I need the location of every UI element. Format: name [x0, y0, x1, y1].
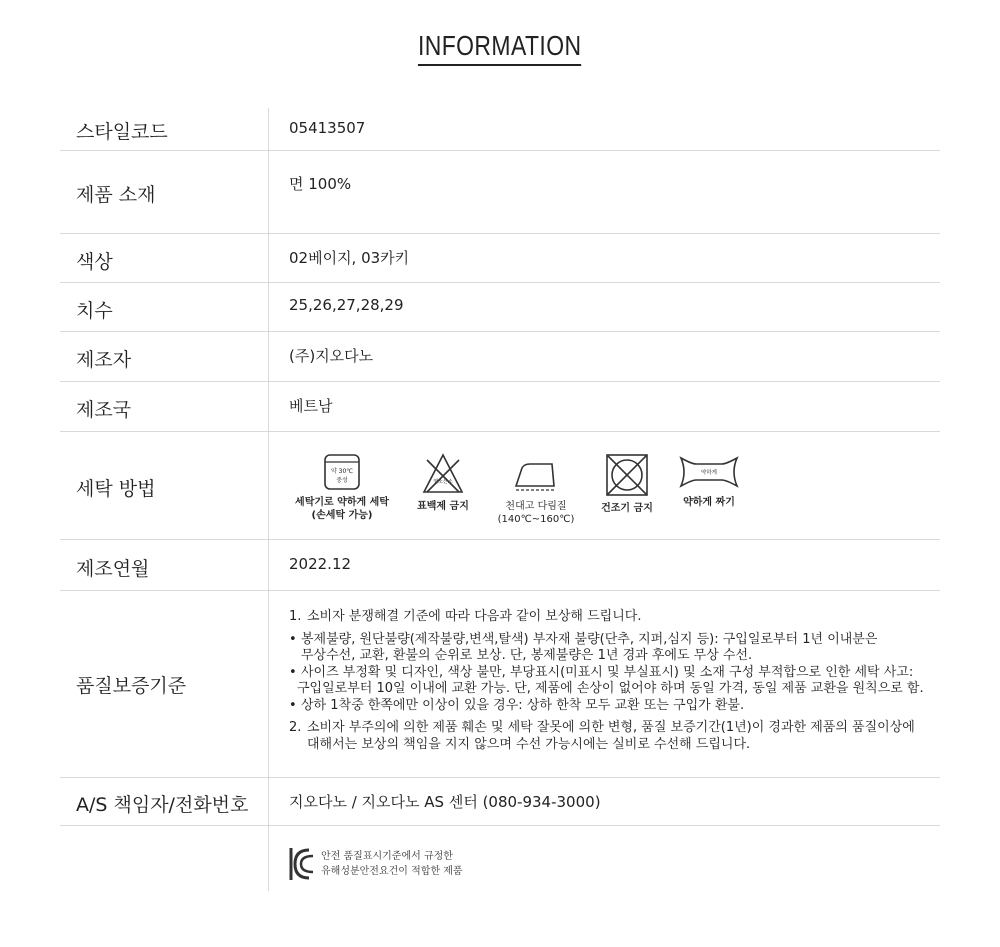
row-kc	[60, 826, 940, 898]
kc-text-line1: 안전 품질표시기준에서 규정한	[321, 851, 453, 862]
row-date	[60, 540, 940, 591]
bullet-1: •	[289, 631, 297, 647]
label-maker: 제조자	[76, 349, 132, 371]
hand-wash-icon	[322, 452, 362, 492]
wash-label-no-tumble-dry: 건조기 금지	[601, 503, 653, 514]
wash-label-hand-wash-2: (손세탁 가능)	[311, 510, 373, 521]
wash-label-wring: 약하게 짜기	[683, 497, 735, 508]
bullet-3: •	[289, 697, 297, 713]
wash-item-no-tumble-dry	[595, 452, 659, 515]
label-material: 제품 소재	[76, 184, 156, 206]
label-size: 치수	[76, 300, 113, 322]
row-maker	[60, 332, 940, 382]
row-style-code	[60, 108, 940, 151]
hand-wash-neutral: 중성	[336, 477, 348, 484]
value-style-code: 05413507	[289, 119, 366, 137]
label-color: 색상	[76, 251, 113, 273]
wash-item-wring	[677, 452, 741, 509]
quality-item-2-line2: 대해서는 보상의 책임을 지지 않으며 수선 가능시에는 실비로 수선해 드립니다.	[307, 736, 751, 752]
page-title: INFORMATION	[0, 30, 1000, 66]
wring-inner: 약하게	[701, 470, 717, 476]
hand-wash-temp: 약 30℃	[330, 468, 354, 475]
label-country: 제조국	[76, 399, 132, 421]
table-divider	[268, 108, 269, 891]
no-bleach-inner: 염소산소	[433, 479, 453, 485]
quality-bullet-1-line2: 무상수선, 교환, 환불의 순위로 보상. 단, 봉제불량은 1년 경과 후에도 무상 수선.	[301, 648, 753, 663]
label-date: 제조연월	[76, 558, 150, 580]
value-maker: (주)지오다노	[289, 347, 374, 365]
quality-bullet-3-line1: 상하 1착중 한쪽에만 이상이 있을 경우: 상하 한착 모두 교환 또는 구입가 환불.	[301, 697, 745, 713]
quality-num-1: 1.	[289, 609, 302, 624]
row-country	[60, 382, 940, 432]
wash-label-iron-2: (140℃~160℃)	[497, 514, 575, 525]
washing-icons	[289, 452, 759, 538]
wash-label-no-bleach: 표백제 금지	[417, 501, 469, 512]
quality-text	[289, 609, 939, 753]
bullet-2: •	[289, 664, 297, 680]
row-quality	[60, 591, 940, 778]
quality-item-1: 소비자 분쟁해결 기준에 따라 다음과 같이 보상해 드립니다.	[307, 609, 642, 624]
row-washing	[60, 432, 940, 540]
no-bleach-icon	[421, 452, 465, 496]
value-color: 02베이지, 03카키	[289, 249, 410, 267]
iron-with-cloth-icon	[512, 452, 560, 496]
row-size	[60, 283, 940, 332]
value-size: 25,26,27,28,29	[289, 296, 404, 314]
label-style-code: 스타일코드	[76, 121, 168, 143]
label-as: A/S 책임자/전화번호	[76, 794, 249, 816]
label-washing: 세탁 방법	[76, 478, 156, 500]
info-table	[60, 108, 940, 898]
value-date: 2022.12	[289, 555, 352, 573]
gentle-wring-icon	[678, 452, 740, 492]
value-material: 면 100%	[289, 175, 352, 193]
wash-label-iron-1: 천대고 다림질	[505, 501, 567, 512]
row-color	[60, 234, 940, 283]
no-tumble-dry-icon	[604, 452, 650, 498]
quality-bullet-1-line1: 봉제불량, 원단불량(제작불량,변색,탈색) 부자재 불량(단추, 지퍼,심지 등): 구입일로부터 1년 이내분은	[301, 631, 878, 647]
quality-bullet-2-line1: 사이즈 부정확 및 디자인, 색상 불만, 부당표시(미표시 및 부실표시) 및 소재 구성 부적합으로 인한 세탁 사고:	[301, 664, 914, 680]
value-country: 베트남	[289, 397, 333, 415]
kc-mark	[289, 846, 463, 882]
value-as: 지오다노 / 지오다노 AS 센터 (080-934-3000)	[289, 793, 601, 811]
quality-item-2-line1: 소비자 부주의에 의한 제품 훼손 및 세탁 잘못에 의한 변형, 품질 보증기간(1년)이 경과한 제품의 품질이상에	[307, 720, 915, 735]
quality-bullet-2-line2: 구입일로부터 10일 이내에 교환 가능. 단, 제품에 손상이 없어야 하며 동일 가격, 동일 제품 교환을 원칙으로 함.	[297, 681, 924, 696]
wash-item-iron	[494, 452, 578, 526]
label-quality: 품질보증기준	[76, 675, 187, 697]
wash-label-hand-wash-1: 세탁기로 약하게 세탁	[295, 497, 389, 508]
quality-num-2: 2.	[289, 720, 302, 735]
kc-text-line2: 유해성분안전요건이 적합한 제품	[321, 866, 463, 877]
row-as	[60, 778, 940, 826]
row-material	[60, 151, 940, 234]
wash-item-hand-wash	[289, 452, 395, 522]
wash-item-no-bleach	[411, 452, 475, 513]
kc-certification-icon	[289, 846, 315, 882]
